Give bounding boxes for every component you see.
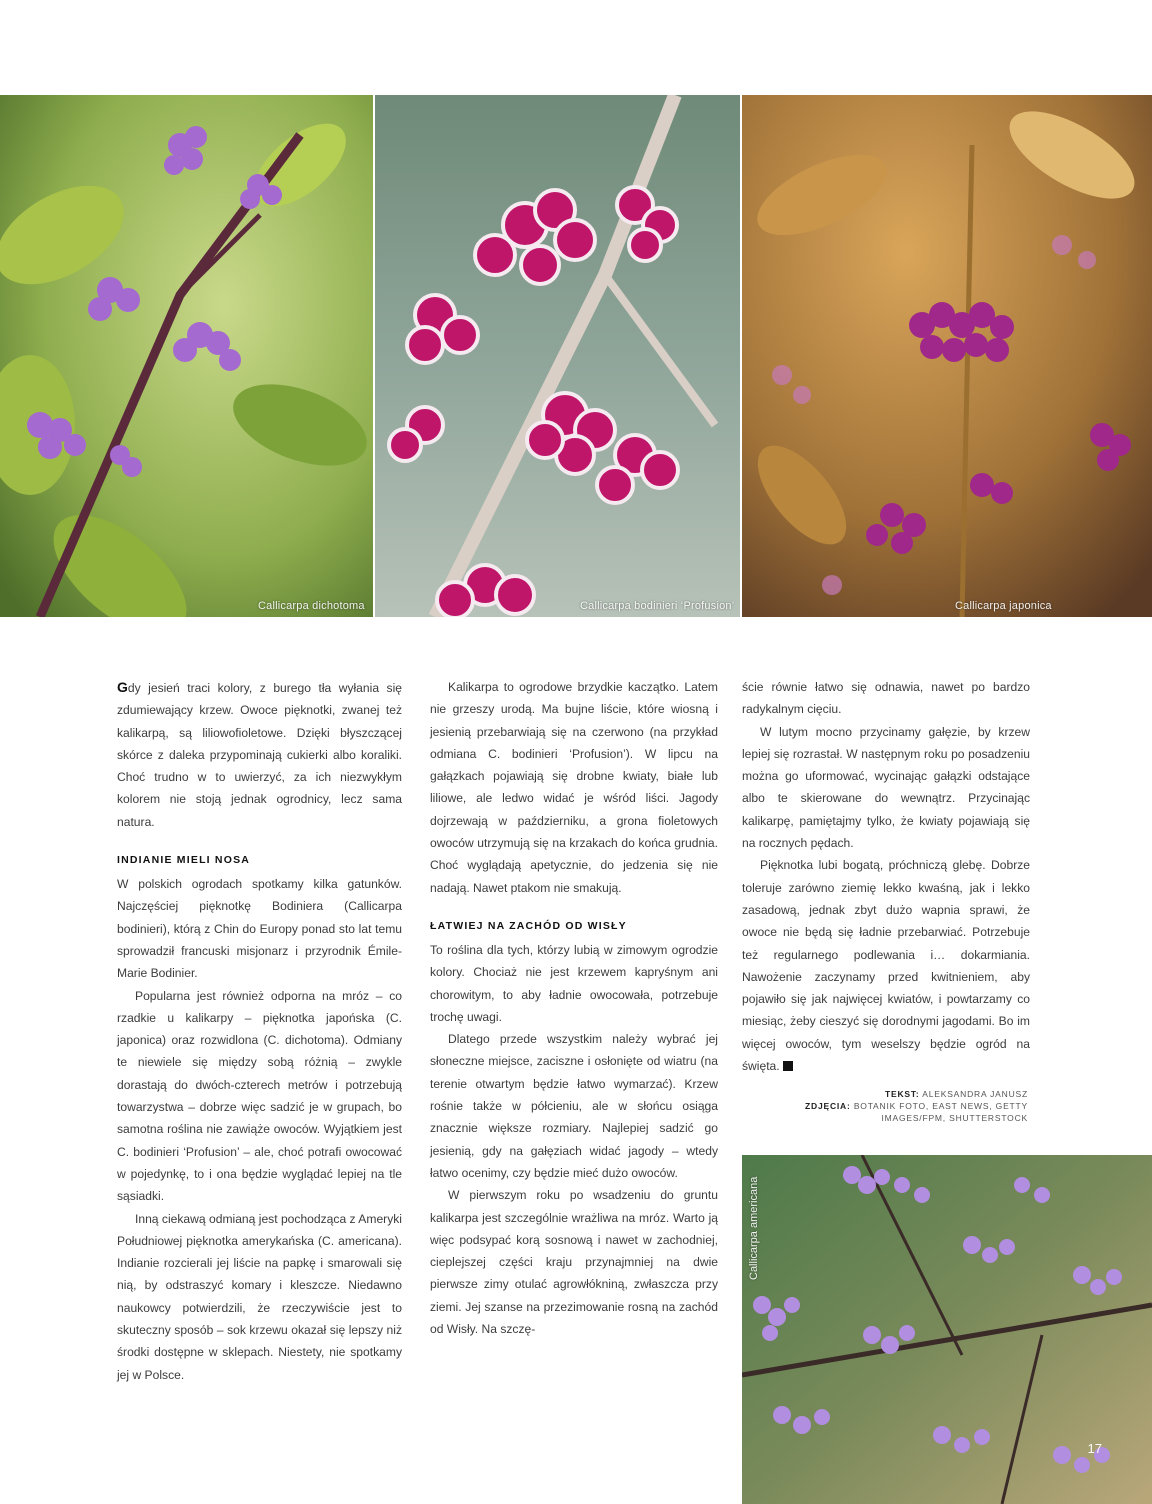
credit-text: TEKST: ALEKSANDRA JANUSZ — [885, 1089, 1028, 1099]
paragraph-intro: Gdy jesień traci kolory, z burego tła wyłania się zdumiewający krzew. Owoce pięknotki, zwanej też kalikarpą, są liliowofioletowe. Dzięki błyszczącej skórce z daleka przypominają cukierki albo koraliki. Choć trudno w to uwierzyć, za ich niezwykłym kolorem nie stoją jednak ogrodnicy, lecz sama natura. — [117, 679, 402, 829]
end-of-article-mark — [783, 1061, 793, 1071]
photo-callicarpa-japonica — [742, 95, 1152, 617]
paragraph: ście równie łatwo się odnawia, nawet po bardzo radykalnym cięciu. — [742, 680, 1030, 717]
paragraph: Dlatego przede wszystkim należy wybrać jej słoneczne miejsce, zaciszne i osłonięte od wiatru (na terenie otwartym będzie łatwo wymarzać). Krzew rośnie także w półcieniu, ale w słońcu osiąga znacznie większe rozmiary. Najlepiej sadzić go jesienią, gdy na gałęziach widać jagody – wtedy łatwo ocenimy, czy będzie mieć dużo owoców. — [430, 1032, 718, 1180]
paragraph: Pięknotka lubi bogatą, próchniczą glebę. Dobrze toleruje zarówno ziemię lekko kwaśną, jak i lekko zasadową, jednak zbyt dużo wapnia sprawi, że owoce nie będą się ładnie przebarwiać. Potrzebuje też regularnego podlewania i… dokarmiania. Nawożenie zaczynamy przed kwitnieniem, aby pojawiło się jak najwięcej kwiatów, i powtarzamy co miesiąc, żeby cieszyć się dorodnymi jagodami. Bo im więcej owoców, tym weselszy będzie ogród na święta. — [742, 858, 1030, 1074]
photo-callicarpa-dichotoma — [0, 95, 373, 617]
photo-caption-bodinieri: Callicarpa bodinieri ‘Profusion’ — [580, 600, 735, 612]
page-number: 17 — [1087, 1441, 1102, 1456]
section-heading-indianie: INDIANIE MIELI NOSA — [117, 854, 251, 867]
article-credits — [768, 1088, 1028, 1124]
article-column-1 — [117, 676, 402, 1386]
article-column-2 — [430, 676, 718, 1340]
paragraph: W pierwszym roku po wsadzeniu do gruntu kalikarpa jest szczególnie wrażliwa na mróz. Warto ją więc podsypać korą sosnową i nawet w zachodniej, cieplejszej części kraju przynajmniej na dwie pierwsze zimy otulać agrowłókniną, zwłaszcza przy ziemi. Jej szanse na przezimowanie rosną na zachód od Wisły. Na szczę- — [430, 1188, 718, 1337]
paragraph: To roślina dla tych, którzy lubią w zimowym ogrodzie kolory. Chociaż nie jest krzewem kapryśnym ani chorowitym, to aby ładnie owocowała, potrzebuje trochę uwagi. — [430, 942, 718, 1024]
paragraph: Kalikarpa to ogrodowe brzydkie kaczątko. Latem nie grzeszy urodą. Ma bujne liście, które wiosną i jesienią przebarwiają się na czerwono (na przykład odmiana C. bodinieri ‘Profusion’). W lipcu na gałązkach pojawiają się drobne kwiaty, białe lub liliowe, ale ledwo widać je wśród liści. Jagody dojrzewają w październiku, a grona fioletowych owoców utrzymują się na krzakach do końca grudnia. Choć wyglądają apetycznie, do jedzenia się nie nadają. Nawet ptakom nie smakują. — [430, 680, 718, 895]
photo-caption-japonica: Callicarpa japonica — [955, 600, 1052, 612]
photo-caption-americana: Callicarpa americana — [748, 1176, 760, 1280]
paragraph: W polskich ogrodach spotkamy kilka gatunków. Najczęściej pięknotkę Bodiniera (Callicarpa bodinieri), którą z Chin do Europy ponad sto lat temu sprowadził francuski misjonarz i przyrodnik Émile-Marie Bodinier. — [117, 877, 402, 981]
photo-callicarpa-bodinieri — [375, 95, 740, 617]
credit-photos: ZDJĘCIA: BOTANIK FOTO, EAST NEWS, GETTY IMAGES/FPM, SHUTTERSTOCK — [805, 1101, 1028, 1123]
article-column-3 — [742, 676, 1030, 1077]
section-heading-latwiej: ŁATWIEJ NA ZACHÓD OD WISŁY — [430, 919, 627, 932]
paragraph: Popularna jest również odporna na mróz – co rzadkie u kalikarpy – pięknotka japońska (C. japonica) oraz rozwidlona (C. dichotoma). Odmiany te niewiele się między sobą różnią – zwykle dorastają do dwóch-czterech metrów i potrzebują towarzystwa – dobrze więc sadzić je w grupach, bo samotna roślina nie zawiąże owoców. Wyjątkiem jest C. bodinieri ‘Profusion’ – ale, choć potrafi owocować w pojedynkę, to i ona będzie wyglądać lepiej na tle sąsiadki. — [117, 988, 402, 1204]
photo-caption-dichotoma: Callicarpa dichotoma — [258, 600, 365, 612]
paragraph: W lutym mocno przycinamy gałęzie, by krzew lepiej się rozrastał. W następnym roku po posadzeniu można go uformować, wycinając gałązki odstające albo te skierowane do wewnątrz. Przycinając kalikarpę, pamiętajmy tylko, że kwiaty pojawiają się na rocznych pędach. — [742, 724, 1030, 851]
dropcap-letter: G — [117, 679, 128, 695]
paragraph: Inną ciekawą odmianą jest pochodząca z Ameryki Południowej pięknotka amerykańska (C. americana). Indianie rozcierali jej liście na papkę i smarowali się nią, by odstraszyć komary i kleszcze. Niedawno naukowcy potwierdzili, że rzeczywiście jest to skuteczny sposób – sok krzewu okazał się lepszy niż środki dostępne w sklepach. Niestety, nie spotkamy jej w Polsce. — [117, 1211, 402, 1382]
